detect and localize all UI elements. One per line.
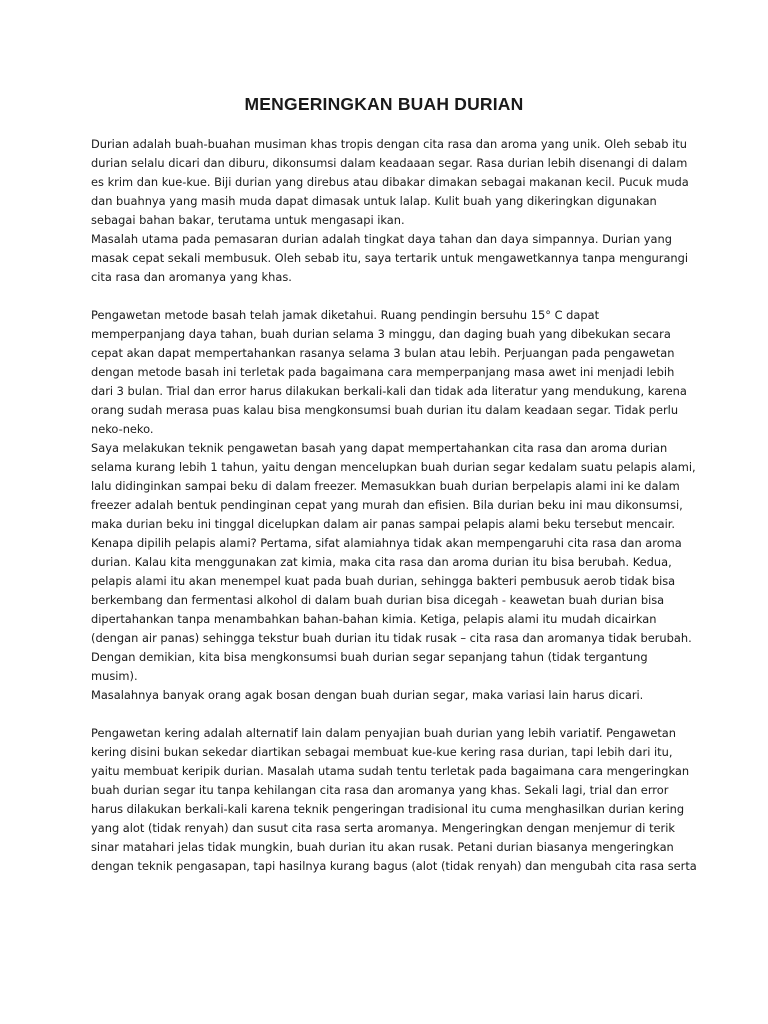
text-line: harus dilakukan berkali-kali karena teknik pengeringan tradisional itu cuma menghasilkan durian kering (91, 802, 685, 816)
text-line: musim). (91, 669, 138, 683)
text-line: Masalahnya banyak orang agak bosan dengan buah durian segar, maka variasi lain harus dicari. (91, 688, 644, 702)
text-line: Durian adalah buah-buahan musiman khas tropis dengan cita rasa dan aroma yang unik. Oleh sebab itu (91, 137, 687, 151)
text-line: dengan metode basah ini terletak pada bagaimana cara memperpanjang masa awet ini menjadi lebih (91, 365, 675, 379)
text-line: durian selalu dicari dan diburu, dikonsumsi dalam keadaaan segar. Rasa durian lebih disenangi di dalam (91, 156, 688, 170)
text-line: durian. Kalau kita menggunakan zat kimia, maka cita rasa dan aroma durian itu bisa berubah. Kedua, (91, 555, 672, 569)
document-body (91, 135, 697, 876)
text-line: Saya melakukan teknik pengawetan basah yang dapat mempertahankan cita rasa dan aroma durian (91, 441, 668, 455)
text-line: cita rasa dan aromanya yang khas. (91, 270, 292, 284)
text-line: yang alot (tidak renyah) dan susut cita rasa serta aromanya. Mengeringkan dengan menjemur di terik (91, 821, 675, 835)
text-line: freezer adalah bentuk pendinginan cepat yang murah dan efisien. Bila durian beku ini mau dikonsumsi, (91, 498, 683, 512)
text-line: es krim dan kue-kue. Biji durian yang direbus atau dibakar dimakan sebagai makanan kecil. Pucuk muda (91, 175, 689, 189)
paragraph-gap (91, 705, 691, 724)
text-line: dan buahnya yang masih muda dapat dimasak untuk lalap. Kulit buah yang dikeringkan digunakan (91, 194, 657, 208)
paragraph-gap (91, 287, 691, 306)
text-line: yaitu membuat keripik durian. Masalah utama sudah tentu terletak pada bagaimana cara mengeringkan (91, 764, 690, 778)
text-line: (dengan air panas) sehingga tekstur buah durian itu tidak rusak – cita rasa dan aromanya tidak berubah. (91, 631, 692, 645)
text-line: buah durian segar itu tanpa kehilangan cita rasa dan aromanya yang khas. Sekali lagi, trial dan error (91, 783, 669, 797)
text-line: cepat akan dapat mempertahankan rasanya selama 3 bulan atau lebih. Perjuangan pada pengawetan (91, 346, 675, 360)
document-title: MENGERINGKAN BUAH DURIAN (244, 94, 524, 114)
text-line: dipertahankan tanpa menambahkan bahan-bahan kimia. Ketiga, pelapis alami itu mudah dicairkan (91, 612, 657, 626)
text-line: Pengawetan kering adalah alternatif lain dalam penyajian buah durian yang lebih variatif. Pengawetan (91, 726, 676, 740)
text-line: neko-neko. (91, 422, 154, 436)
text-line: sebagai bahan bakar, terutama untuk mengasapi ikan. (91, 213, 405, 227)
text-line: Dengan demikian, kita bisa mengkonsumsi buah durian segar sepanjang tahun (tidak tergantung (91, 650, 648, 664)
text-line: Kenapa dipilih pelapis alami? Pertama, sifat alamiahnya tidak akan mempengaruhi cita rasa dan aroma (91, 536, 682, 550)
text-line: maka durian beku ini tinggal dicelupkan dalam air panas sampai pelapis alami beku tersebut mencair. (91, 517, 676, 531)
text-line: dengan teknik pengasapan, tapi hasilnya kurang bagus (alot (tidak renyah) dan mengubah cita rasa serta (91, 859, 697, 873)
text-line: pelapis alami itu akan menempel kuat pada buah durian, sehingga bakteri pembusuk aerob tidak bisa (91, 574, 676, 588)
text-line: lalu didinginkan sampai beku di dalam freezer. Memasukkan buah durian berpelapis alami ini ke dalam (91, 479, 680, 493)
text-line: berkembang dan fermentasi alkohol di dalam buah durian bisa dicegah - keawetan buah durian bisa (91, 593, 665, 607)
text-line: dari 3 bulan. Trial dan error harus dilakukan berkali-kali dan tidak ada literatur yang mendukung, karena (91, 384, 687, 398)
text-line: masak cepat sekali membusuk. Oleh sebab itu, saya tertarik untuk mengawetkannya tanpa mengurangi (91, 251, 689, 265)
text-line: sinar matahari jelas tidak mungkin, buah durian itu akan rusak. Petani durian biasanya mengeringkan (91, 840, 674, 854)
text-line: Pengawetan metode basah telah jamak diketahui. Ruang pendingin bersuhu 15° C dapat (91, 308, 600, 322)
text-line: selama kurang lebih 1 tahun, yaitu dengan mencelupkan buah durian segar kedalam suatu pelapis alami, (91, 460, 696, 474)
text-line: Masalah utama pada pemasaran durian adalah tingkat daya tahan dan daya simpannya. Durian yang (91, 232, 672, 246)
text-line: memperpanjang daya tahan, buah durian selama 3 minggu, dan daging buah yang dibekukan secara (91, 327, 671, 341)
text-line: kering disini bukan sekedar diartikan sebagai membuat kue-kue kering rasa durian, tapi lebih dari itu, (91, 745, 673, 759)
text-line: orang sudah merasa puas kalau bisa mengkonsumsi buah durian itu dalam keadaan segar. Tidak perlu (91, 403, 679, 417)
